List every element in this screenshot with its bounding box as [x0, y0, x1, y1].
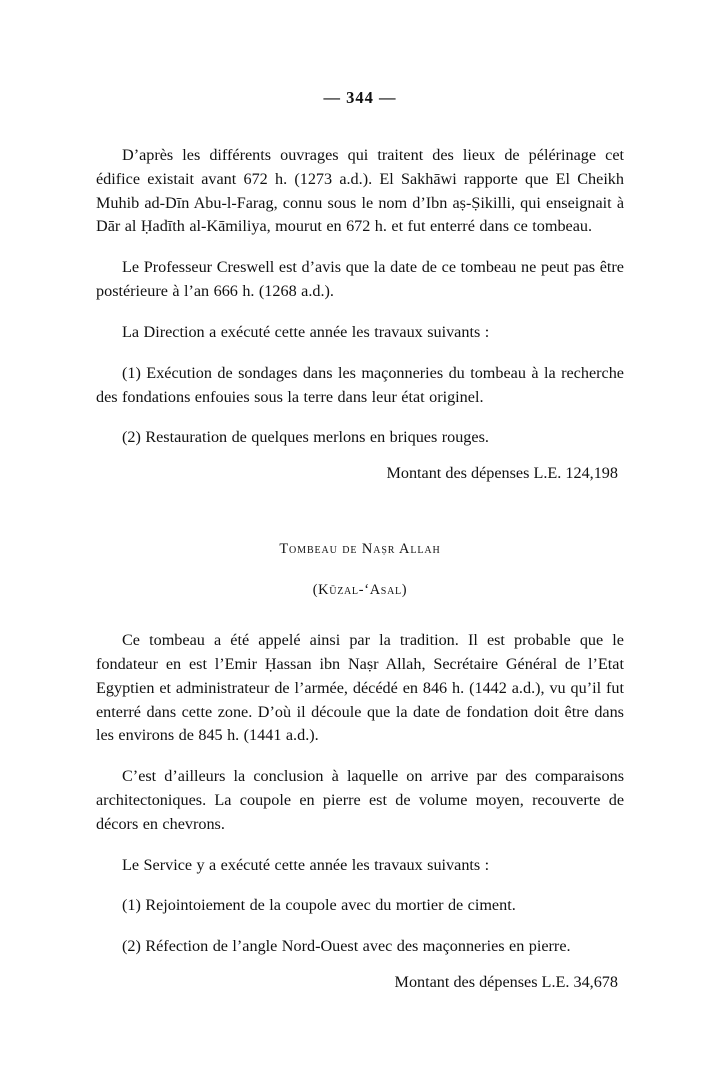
section-title: Tombeau de Naṣr Allah [279, 541, 441, 558]
paragraph: (2) Réfection de l’angle Nord-Ouest avec des maçonneries en pierre. [122, 937, 571, 956]
expense-total-1: Montant des dépenses L.E. 124,198 [386, 464, 618, 483]
page-number: — 344 — [323, 88, 397, 107]
paragraph: (2) Restauration de quelques merlons en briques rouges. [122, 428, 489, 447]
paragraph: Le Professeur Creswell est d’avis que la date de ce tombeau ne peut pas être postérieure à l’an 666 h. (1268 a.d.). [96, 258, 624, 301]
paragraph: C’est d’ailleurs la conclusion à laquelle on arrive par des comparaisons architectoniques. La coupole en pierre est de volume moyen, recouverte de décors en chevrons. [96, 767, 624, 833]
expense-total-2: Montant des dépenses L.E. 34,678 [394, 973, 618, 992]
paragraph: (1) Exécution de sondages dans les maçonneries du tombeau à la recherche des fondations enfouies sous la terre dans leur état originel. [96, 363, 624, 406]
paragraph: La Direction a exécuté cette année les travaux suivants : [122, 322, 490, 341]
paragraph: Le Service y a exécuté cette année les travaux suivants : [122, 855, 490, 874]
paragraph: (1) Rejointoiement de la coupole avec du mortier de ciment. [122, 896, 516, 915]
paragraph: Ce tombeau a été appelé ainsi par la tradition. Il est probable que le fondateur en est l’Emir Ḥassan ibn Naṣr Allah, Secrétaire Général de l’Etat Egyptien et administrateur de l’armée, décédé en 846 h. (1442 a.d.), vu qu’il fut enterré dans cette zone. D’où il découle que la date de fondation doit être dans les environs de 845 h. (1441 a.d.). [96, 631, 624, 745]
section-subtitle: (Kūzal-‘Asal) [312, 582, 408, 599]
paragraph: D’après les différents ouvrages qui traitent des lieux de pélérinage cet édifice existait avant 672 h. (1273 a.d.). El Sakhāwi rapporte que El Cheikh Muhib ad-Dīn Abu-l-Farag, connu sous le nom d’Ibn aṣ-Ṣikilli, qui enseignait à Dār al Ḥadīth al-Kāmiliya, mourut en 672 h. et fut enterré dans ce tombeau. [96, 146, 624, 236]
